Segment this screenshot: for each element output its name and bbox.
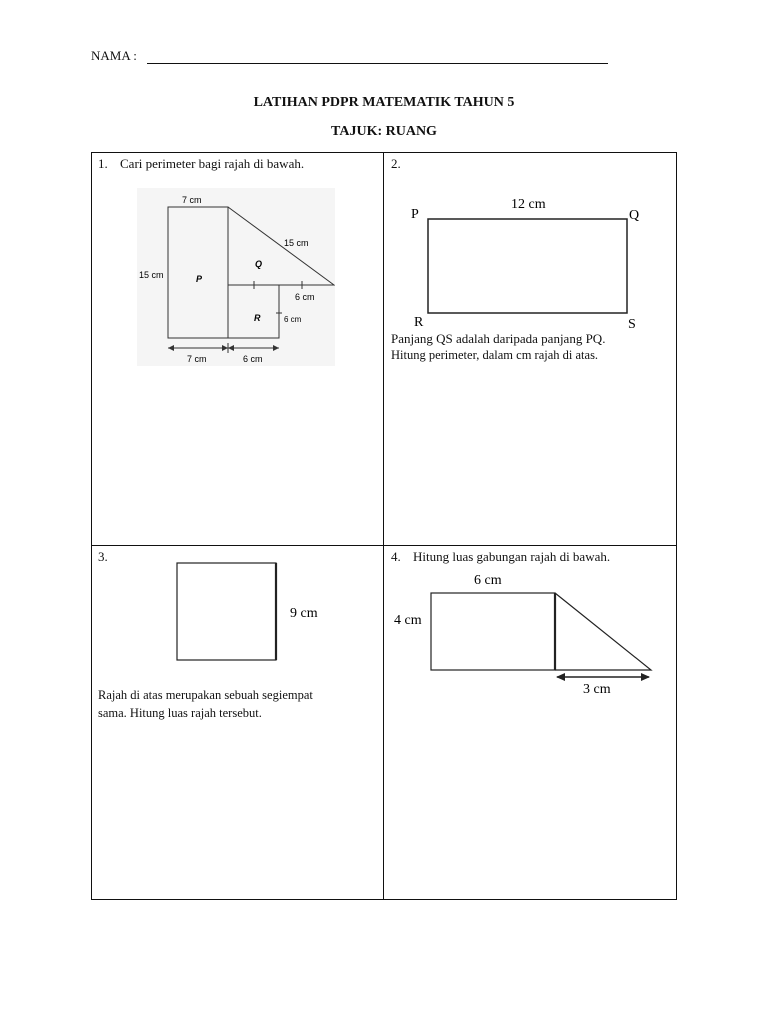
q1-label-right-mid: 6 cm [295,292,315,302]
q4-figure [390,568,665,703]
q4-instruction: Hitung luas gabungan rajah di bawah. [413,549,611,564]
q1-label-r-side: 6 cm [284,315,302,324]
q3-figure [170,558,330,668]
q1-label-hyp: 15 cm [284,238,309,248]
q1-figure [137,188,335,366]
q1-label-left: 15 cm [139,270,164,280]
q2-label-q: Q [629,208,640,223]
q2-label-top: 12 cm [511,197,546,212]
q2-label-p: P [411,207,419,222]
q4-label-left: 4 cm [394,613,422,628]
q1-label-p: P [196,274,203,284]
q4-label-top: 6 cm [474,573,502,588]
q2-text-line2: Hitung perimeter, dalam cm rajah di atas. [391,348,599,362]
q1-instruction: Cari perimeter bagi rajah di bawah. [120,156,305,171]
table-divider-vertical [383,152,384,900]
worksheet-title: LATIHAN PDPR MATEMATIK TAHUN 5 [253,95,515,110]
q2-label-s: S [628,317,636,332]
q2-text-line1: Panjang QS adalah daripada panjang PQ. [391,331,606,346]
table-divider-horizontal [91,545,677,546]
q3-number: 3. [98,549,108,564]
q1-label-r: R [254,313,261,323]
q1-label-q: Q [255,259,263,269]
q2-figure [400,192,660,332]
name-label: NAMA : [91,48,137,63]
q1-label-bottom-left: 7 cm [187,354,207,364]
q4-label-bottom: 3 cm [583,682,611,697]
q3-text-line1: Rajah di atas merupakan sebuah segiempat [98,688,313,702]
q4-number: 4. [391,549,401,564]
name-field-line[interactable] [147,63,608,64]
q2-number: 2. [391,156,401,171]
q1-number: 1. [98,156,108,171]
q3-text-line2: sama. Hitung luas rajah tersebut. [98,706,262,720]
q1-label-bottom-right: 6 cm [243,354,263,364]
q1-label-top: 7 cm [182,195,202,205]
q2-label-r: R [414,315,424,330]
q3-side-label: 9 cm [290,606,318,621]
worksheet-subtitle: TAJUK: RUANG [331,124,437,139]
